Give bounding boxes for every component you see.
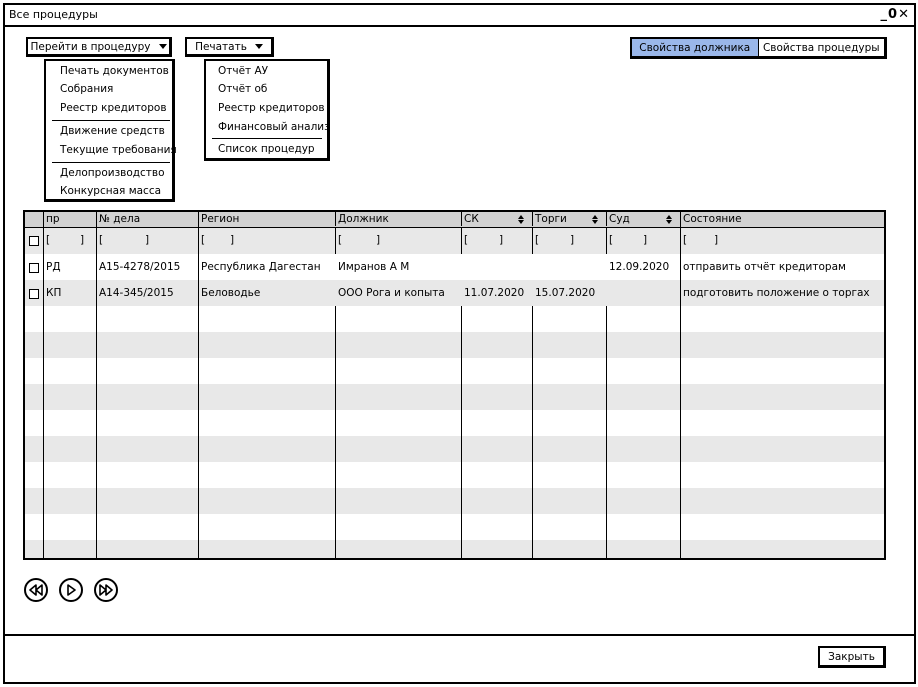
cell-region: Республика Дагестан xyxy=(201,261,321,273)
filter-bracket[interactable]: ] xyxy=(714,234,719,246)
menu-item-funds-movement[interactable]: Движение средств xyxy=(60,125,165,137)
column-divider xyxy=(198,212,199,560)
table-row[interactable] xyxy=(25,280,886,306)
sort-icon[interactable] xyxy=(666,220,672,224)
goto-procedure-menu xyxy=(44,59,175,202)
print-dropdown[interactable] xyxy=(185,37,274,57)
menu-item-financial-analysis[interactable]: Финансовый анализ xyxy=(218,121,330,133)
filter-bracket[interactable]: [ xyxy=(683,234,688,246)
sort-icon[interactable] xyxy=(592,215,598,219)
filter-bracket[interactable]: ] xyxy=(499,234,504,246)
column-header-auction[interactable]: Торги xyxy=(535,213,567,225)
footer-divider xyxy=(5,634,914,636)
cell-auction: 15.07.2020 xyxy=(535,287,596,299)
debtor-properties-tab[interactable]: Свойства должника xyxy=(632,39,759,56)
title-bar xyxy=(5,5,914,27)
table-row[interactable] xyxy=(25,436,886,462)
column-divider xyxy=(680,212,681,560)
chevron-down-icon xyxy=(159,44,167,49)
column-header-region[interactable]: Регион xyxy=(201,213,240,225)
menu-separator xyxy=(212,138,322,139)
cell-sk: 11.07.2020 xyxy=(464,287,525,299)
goto-procedure-label: Перейти в процедуру xyxy=(30,40,151,53)
window-controls[interactable]: _0✕ xyxy=(880,7,910,22)
column-header-sk[interactable]: СК xyxy=(464,213,479,225)
menu-item-print-documents[interactable]: Печать документов xyxy=(60,65,169,77)
menu-item-current-claims[interactable]: Текущие требования xyxy=(60,144,177,156)
column-divider xyxy=(461,228,462,254)
filter-bracket[interactable]: [ xyxy=(46,234,51,246)
sort-icon[interactable] xyxy=(518,215,524,219)
table-row[interactable] xyxy=(25,488,886,514)
column-divider xyxy=(43,212,44,560)
column-header-type[interactable]: пр xyxy=(46,213,60,225)
filter-bracket[interactable]: ] xyxy=(80,234,85,246)
properties-segmented-control xyxy=(630,37,887,59)
filter-row xyxy=(25,228,886,254)
column-divider xyxy=(606,306,607,560)
filter-bracket[interactable]: ] xyxy=(643,234,648,246)
filter-bracket[interactable]: ] xyxy=(570,234,575,246)
table-row[interactable] xyxy=(25,514,886,540)
column-divider xyxy=(606,212,607,226)
goto-procedure-dropdown[interactable] xyxy=(26,37,172,57)
table-row[interactable] xyxy=(25,254,886,280)
table-row[interactable] xyxy=(25,384,886,410)
column-divider xyxy=(335,212,336,226)
column-header-court[interactable]: Суд xyxy=(609,213,630,225)
menu-item-au-report[interactable]: Отчёт АУ xyxy=(218,65,269,77)
filter-bracket[interactable]: ] xyxy=(145,234,150,246)
cell-status: отправить отчёт кредиторам xyxy=(683,261,846,273)
chevron-down-icon xyxy=(255,44,263,49)
print-label: Печатать xyxy=(195,40,247,53)
menu-separator xyxy=(52,162,170,163)
procedure-properties-tab[interactable]: Свойства процедуры xyxy=(762,41,880,54)
table-row[interactable] xyxy=(25,540,886,560)
column-divider xyxy=(461,306,462,560)
menu-item-meetings[interactable]: Собрания xyxy=(60,83,114,95)
table-row[interactable] xyxy=(25,358,886,384)
column-header-status[interactable]: Состояние xyxy=(683,213,742,225)
menu-item-procedures-list[interactable]: Список процедур xyxy=(218,143,315,155)
filter-bracket[interactable]: [ xyxy=(338,234,343,246)
cell-case-number: А15-4278/2015 xyxy=(99,261,181,273)
menu-item-bankruptcy-estate[interactable]: Конкурсная масса xyxy=(60,185,162,197)
sort-icon[interactable] xyxy=(666,215,672,219)
table-header xyxy=(25,212,886,228)
cell-type: КП xyxy=(46,287,62,299)
column-header-debtor[interactable]: Должник xyxy=(338,213,389,225)
column-header-case-number[interactable]: № дела xyxy=(99,213,141,225)
filter-bracket[interactable]: [ xyxy=(609,234,614,246)
print-menu xyxy=(204,59,330,161)
fast-forward-icon[interactable] xyxy=(94,578,118,602)
menu-item-creditors-registry[interactable]: Реестр кредиторов xyxy=(218,102,325,114)
row-checkbox[interactable] xyxy=(29,289,39,299)
row-checkbox[interactable] xyxy=(29,263,39,273)
window-title: Все процедуры xyxy=(9,8,98,21)
close-button[interactable]: Закрыть xyxy=(818,646,886,668)
procedures-table xyxy=(23,210,886,560)
column-divider xyxy=(461,212,462,226)
menu-separator xyxy=(52,120,170,121)
play-icon[interactable] xyxy=(59,578,83,602)
filter-bracket[interactable]: [ xyxy=(99,234,104,246)
cell-debtor: Имранов А М xyxy=(338,261,410,273)
menu-item-paperwork[interactable]: Делопроизводство xyxy=(60,167,165,179)
column-divider xyxy=(96,212,97,560)
filter-bracket[interactable]: [ xyxy=(464,234,469,246)
cell-debtor: ООО Рога и копыта xyxy=(338,287,445,299)
cell-court: 12.09.2020 xyxy=(609,261,670,273)
column-divider xyxy=(606,228,607,254)
table-row[interactable] xyxy=(25,462,886,488)
column-divider xyxy=(532,228,533,254)
column-divider xyxy=(532,306,533,560)
select-all-checkbox[interactable] xyxy=(29,236,39,246)
filter-bracket[interactable]: ] xyxy=(230,234,235,246)
menu-item-report-on[interactable]: Отчёт об xyxy=(218,83,268,95)
column-divider xyxy=(335,228,336,254)
table-row[interactable] xyxy=(25,410,886,436)
cell-type: РД xyxy=(46,261,61,273)
sort-icon[interactable] xyxy=(592,220,598,224)
table-row[interactable] xyxy=(25,332,886,358)
filter-bracket[interactable]: ] xyxy=(376,234,381,246)
filter-bracket[interactable]: [ xyxy=(535,234,540,246)
column-divider xyxy=(335,306,336,560)
rewind-icon[interactable] xyxy=(24,578,48,602)
cell-case-number: А14-345/2015 xyxy=(99,287,174,299)
sort-icon[interactable] xyxy=(518,220,524,224)
table-row[interactable] xyxy=(25,306,886,332)
cell-status: подготовить положение о торгах xyxy=(683,287,870,299)
column-divider xyxy=(532,212,533,226)
cell-region: Беловодье xyxy=(201,287,261,299)
filter-bracket[interactable]: [ xyxy=(201,234,206,246)
menu-item-creditors-registry[interactable]: Реестр кредиторов xyxy=(60,102,167,114)
